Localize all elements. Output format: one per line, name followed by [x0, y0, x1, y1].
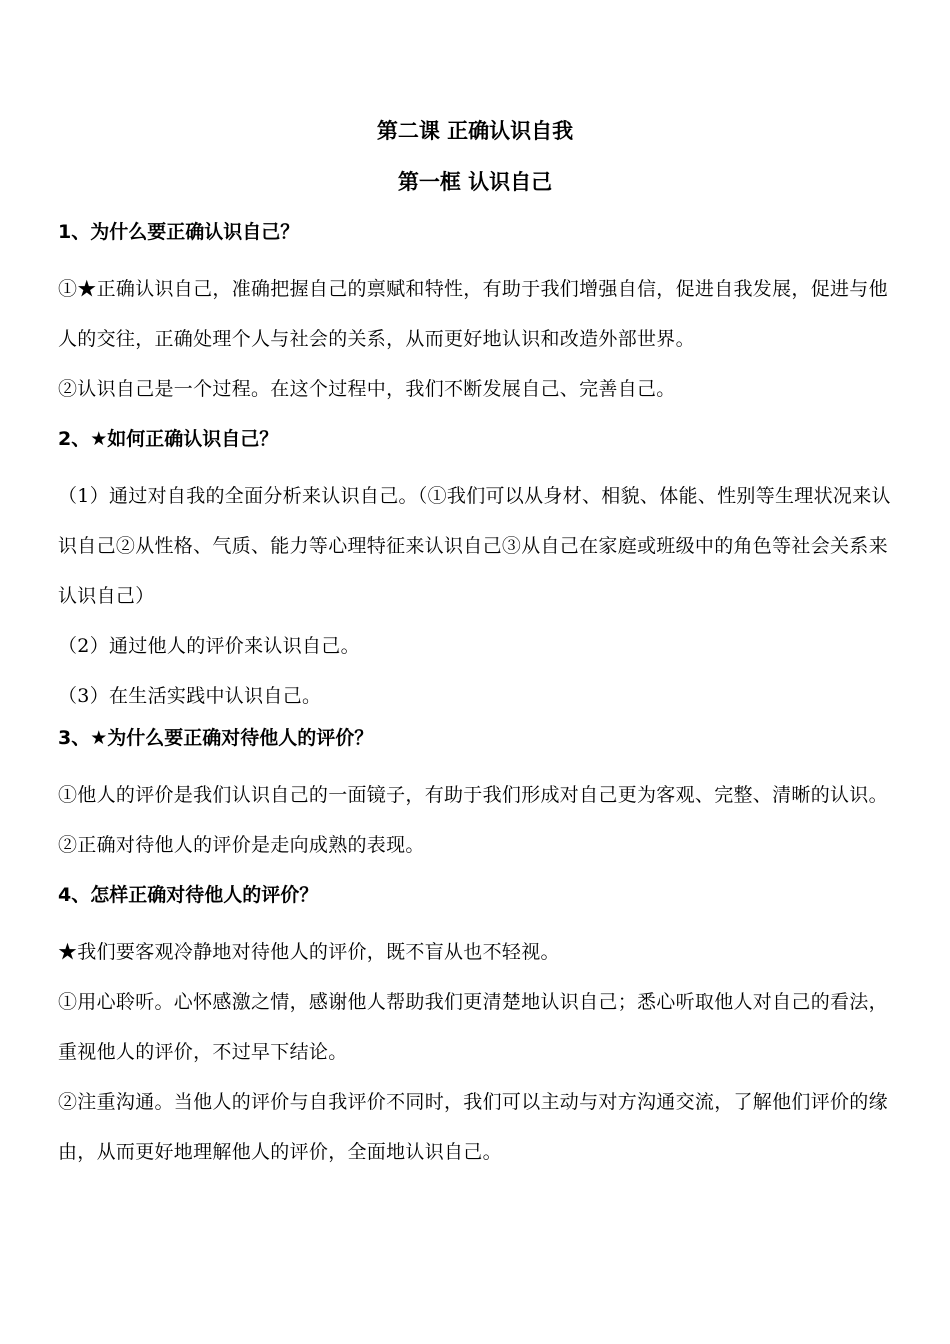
question-3-point-1: ①他人的评价是我们认识自己的一面镜子，有助于我们形成对自己更为客观、完整、清晰的认识。 — [58, 784, 888, 806]
document-body — [58, 215, 896, 1177]
question-4-heading: 4、怎样正确对待他人的评价？ — [58, 884, 319, 906]
question-2-point-2: （2）通过他人的评价来认识自己。 — [58, 635, 360, 657]
lesson-title: 第二课 正确认识自我 — [376, 119, 574, 143]
question-4-point-2: ①用心聆听。心怀感激之情，感谢他人帮助我们更清楚地认识自己；悉心听取他人对自己的看法，重视他人的评价，不过早下结论。 — [58, 991, 888, 1063]
section-title: 第一框 认识自己 — [397, 170, 553, 194]
question-3-heading: 3、★为什么要正确对待他人的评价？ — [58, 727, 374, 749]
question-2 — [58, 422, 896, 721]
question-2-point-3: （3）在生活实践中认识自己。 — [58, 685, 322, 707]
question-2-point-1: （1）通过对自我的全面分析来认识自己。（①我们可以从身材、相貌、体能、性别等生理状况来认识自己②从性格、气质、能力等心理特征来认识自己③从自己在家庭或班级中的角色等社会关系来认识自己） — [58, 485, 891, 607]
question-1 — [58, 215, 896, 414]
question-4-point-1: ★我们要客观冷静地对待他人的评价，既不盲从也不轻视。 — [58, 941, 560, 963]
question-2-heading: 2、★如何正确认识自己？ — [58, 428, 279, 450]
question-1-heading: 1、为什么要正确认识自己？ — [58, 221, 300, 243]
question-1-point-1: ①★正确认识自己，准确把握自己的禀赋和特性，有助于我们增强自信，促进自我发展，促进与他人的交往，正确处理个人与社会的关系，从而更好地认识和改造外部世界。 — [58, 278, 888, 350]
question-3 — [58, 721, 896, 870]
question-4-point-3: ②注重沟通。当他人的评价与自我评价不同时，我们可以主动与对方沟通交流，了解他们评价的缘由，从而更好地理解他人的评价，全面地认识自己。 — [58, 1091, 888, 1163]
question-4 — [58, 878, 896, 1177]
question-3-point-2: ②正确对待他人的评价是走向成熟的表现。 — [58, 834, 425, 856]
question-1-point-2: ②认识自己是一个过程。在这个过程中，我们不断发展自己、完善自己。 — [58, 378, 676, 400]
